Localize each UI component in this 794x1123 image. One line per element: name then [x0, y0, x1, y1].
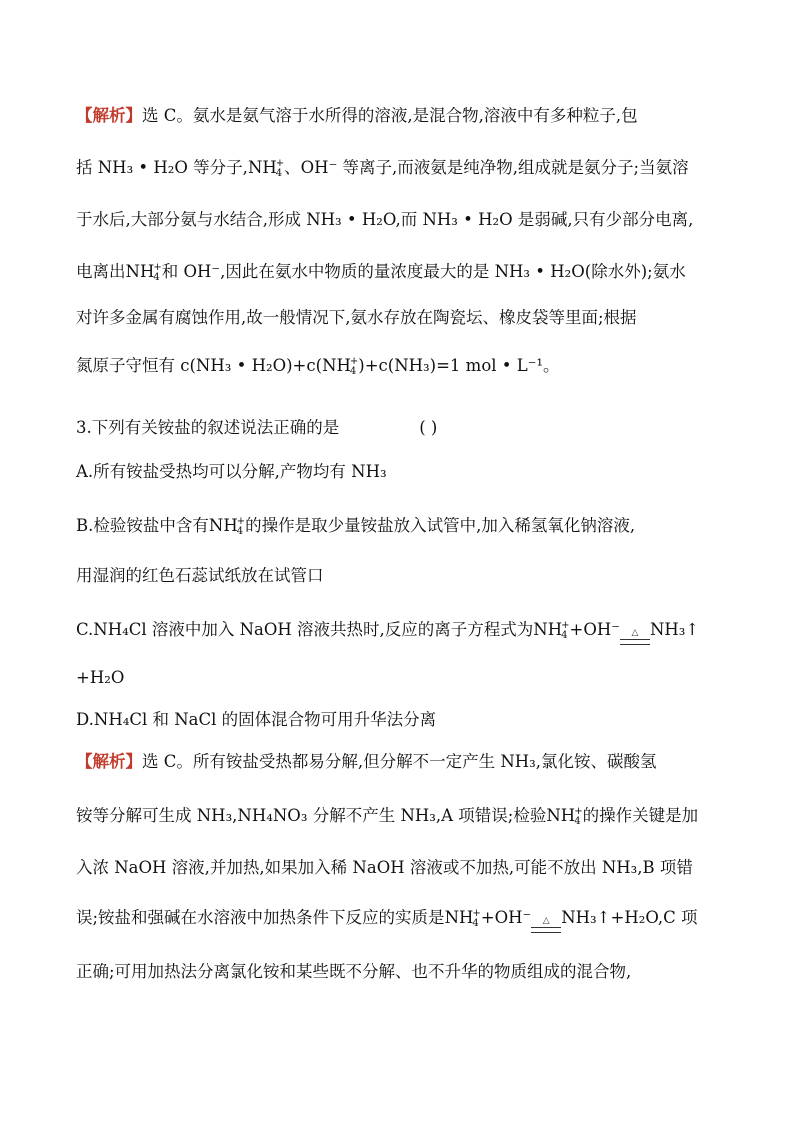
analysis2-line-5 — [76, 962, 726, 982]
text: 误;铵盐和强碱在水溶液中加热条件下反应的实质是 — [76, 908, 445, 927]
text: 、OH⁻ 等离子,而液氨是纯净物,组成就是氨分子;当氨溶 — [284, 158, 689, 177]
option-d — [76, 710, 726, 730]
heat-arrow: △ — [531, 917, 561, 933]
text: 的操作是取少量铵盐放入试管中,加入稀氢氧化钠溶液, — [245, 516, 636, 535]
analysis-line-2 — [76, 158, 726, 179]
text: 氮原子守恒有 c(NH₃ • H₂O)+c( — [76, 356, 323, 375]
text: 正确;可用加热法分离氯化铵和某些既不分解、也不升华的物质组成的混合物, — [76, 962, 632, 981]
option-b — [76, 516, 726, 537]
text: )+c(NH₃)=1 mol • L⁻¹。 — [358, 356, 560, 375]
text: 3.下列有关铵盐的叙述说法正确的是 — [76, 418, 340, 437]
ammonium-ion: NH + 4 — [444, 907, 481, 929]
analysis2-line-1 — [76, 752, 726, 772]
ammonium-ion: NH + 4 — [125, 261, 162, 283]
text: 对许多金属有腐蚀作用,故一般情况下,氨水存放在陶瓷坛、橡皮袋等里面;根据 — [76, 308, 637, 327]
analysis-line-5 — [76, 308, 726, 328]
ammonium-ion: NH + 4 — [247, 157, 285, 179]
question-stem — [76, 418, 726, 438]
option-b-cont — [76, 566, 726, 586]
text: 铵等分解可生成 NH₃,NH₄NO₃ 分解不产生 NH₃,A 项错误;检验 — [76, 806, 547, 825]
analysis-line-1 — [76, 106, 726, 126]
text: 入浓 NaOH 溶液,并加热,如果加入稀 NaOH 溶液或不加热,可能不放出 NH₃,B 项错 — [76, 858, 693, 877]
option-c-cont — [76, 668, 726, 688]
text: C.NH₄Cl 溶液中加入 NaOH 溶液共热时,反应的离子方程式为 — [76, 620, 534, 639]
ammonium-ion: NH + 4 — [322, 355, 359, 377]
ammonium-ion: NH + 4 — [546, 805, 583, 827]
text: NH₃↑+H₂O,C 项 — [561, 908, 698, 927]
analysis2-line-3 — [76, 858, 726, 878]
answer-bracket: ( ) — [419, 418, 438, 437]
text: 括 NH₃ • H₂O 等分子, — [76, 158, 248, 177]
ammonium-ion: NH + 4 — [533, 619, 570, 641]
text: 选 C。所有铵盐受热都易分解,但分解不一定产生 NH₃,氯化铵、碳酸氢 — [142, 752, 657, 771]
text: A.所有铵盐受热均可以分解,产物均有 NH₃ — [76, 462, 387, 481]
analysis-tag: 【解析】 — [76, 752, 142, 771]
heat-arrow: △ — [620, 629, 650, 645]
text: 的操作关键是加 — [582, 806, 699, 825]
text: +H₂O — [76, 668, 125, 687]
text: D.NH₄Cl 和 NaCl 的固体混合物可用升华法分离 — [76, 710, 437, 729]
text: 和 OH⁻,因此在氨水中物质的量浓度最大的是 NH₃ • H₂O(除水外);氨水 — [161, 262, 686, 281]
option-c — [76, 620, 726, 645]
analysis2-line-4 — [76, 908, 726, 933]
analysis-line-4 — [76, 262, 726, 283]
text: 用湿润的红色石蕊试纸放在试管口 — [76, 566, 324, 585]
analysis2-line-2 — [76, 806, 726, 827]
ammonium-ion: NH + 4 — [208, 515, 246, 537]
text: B.检验铵盐中含有 — [76, 516, 209, 535]
text: 于水后,大部分氨与水结合,形成 NH₃ • H₂O,而 NH₃ • H₂O 是弱碱,只有少部分电离, — [76, 210, 694, 229]
text: +OH⁻ — [569, 620, 620, 639]
option-a — [76, 462, 726, 482]
text: 选 C。氨水是氨气溶于水所得的溶液,是混合物,溶液中有多种粒子,包 — [142, 106, 638, 125]
analysis-line-3 — [76, 210, 726, 230]
text: 电离出 — [76, 262, 126, 281]
analysis-line-6 — [76, 356, 726, 377]
text: +OH⁻ — [480, 908, 532, 927]
text: NH₃↑ — [649, 620, 700, 639]
analysis-tag: 【解析】 — [76, 106, 142, 125]
